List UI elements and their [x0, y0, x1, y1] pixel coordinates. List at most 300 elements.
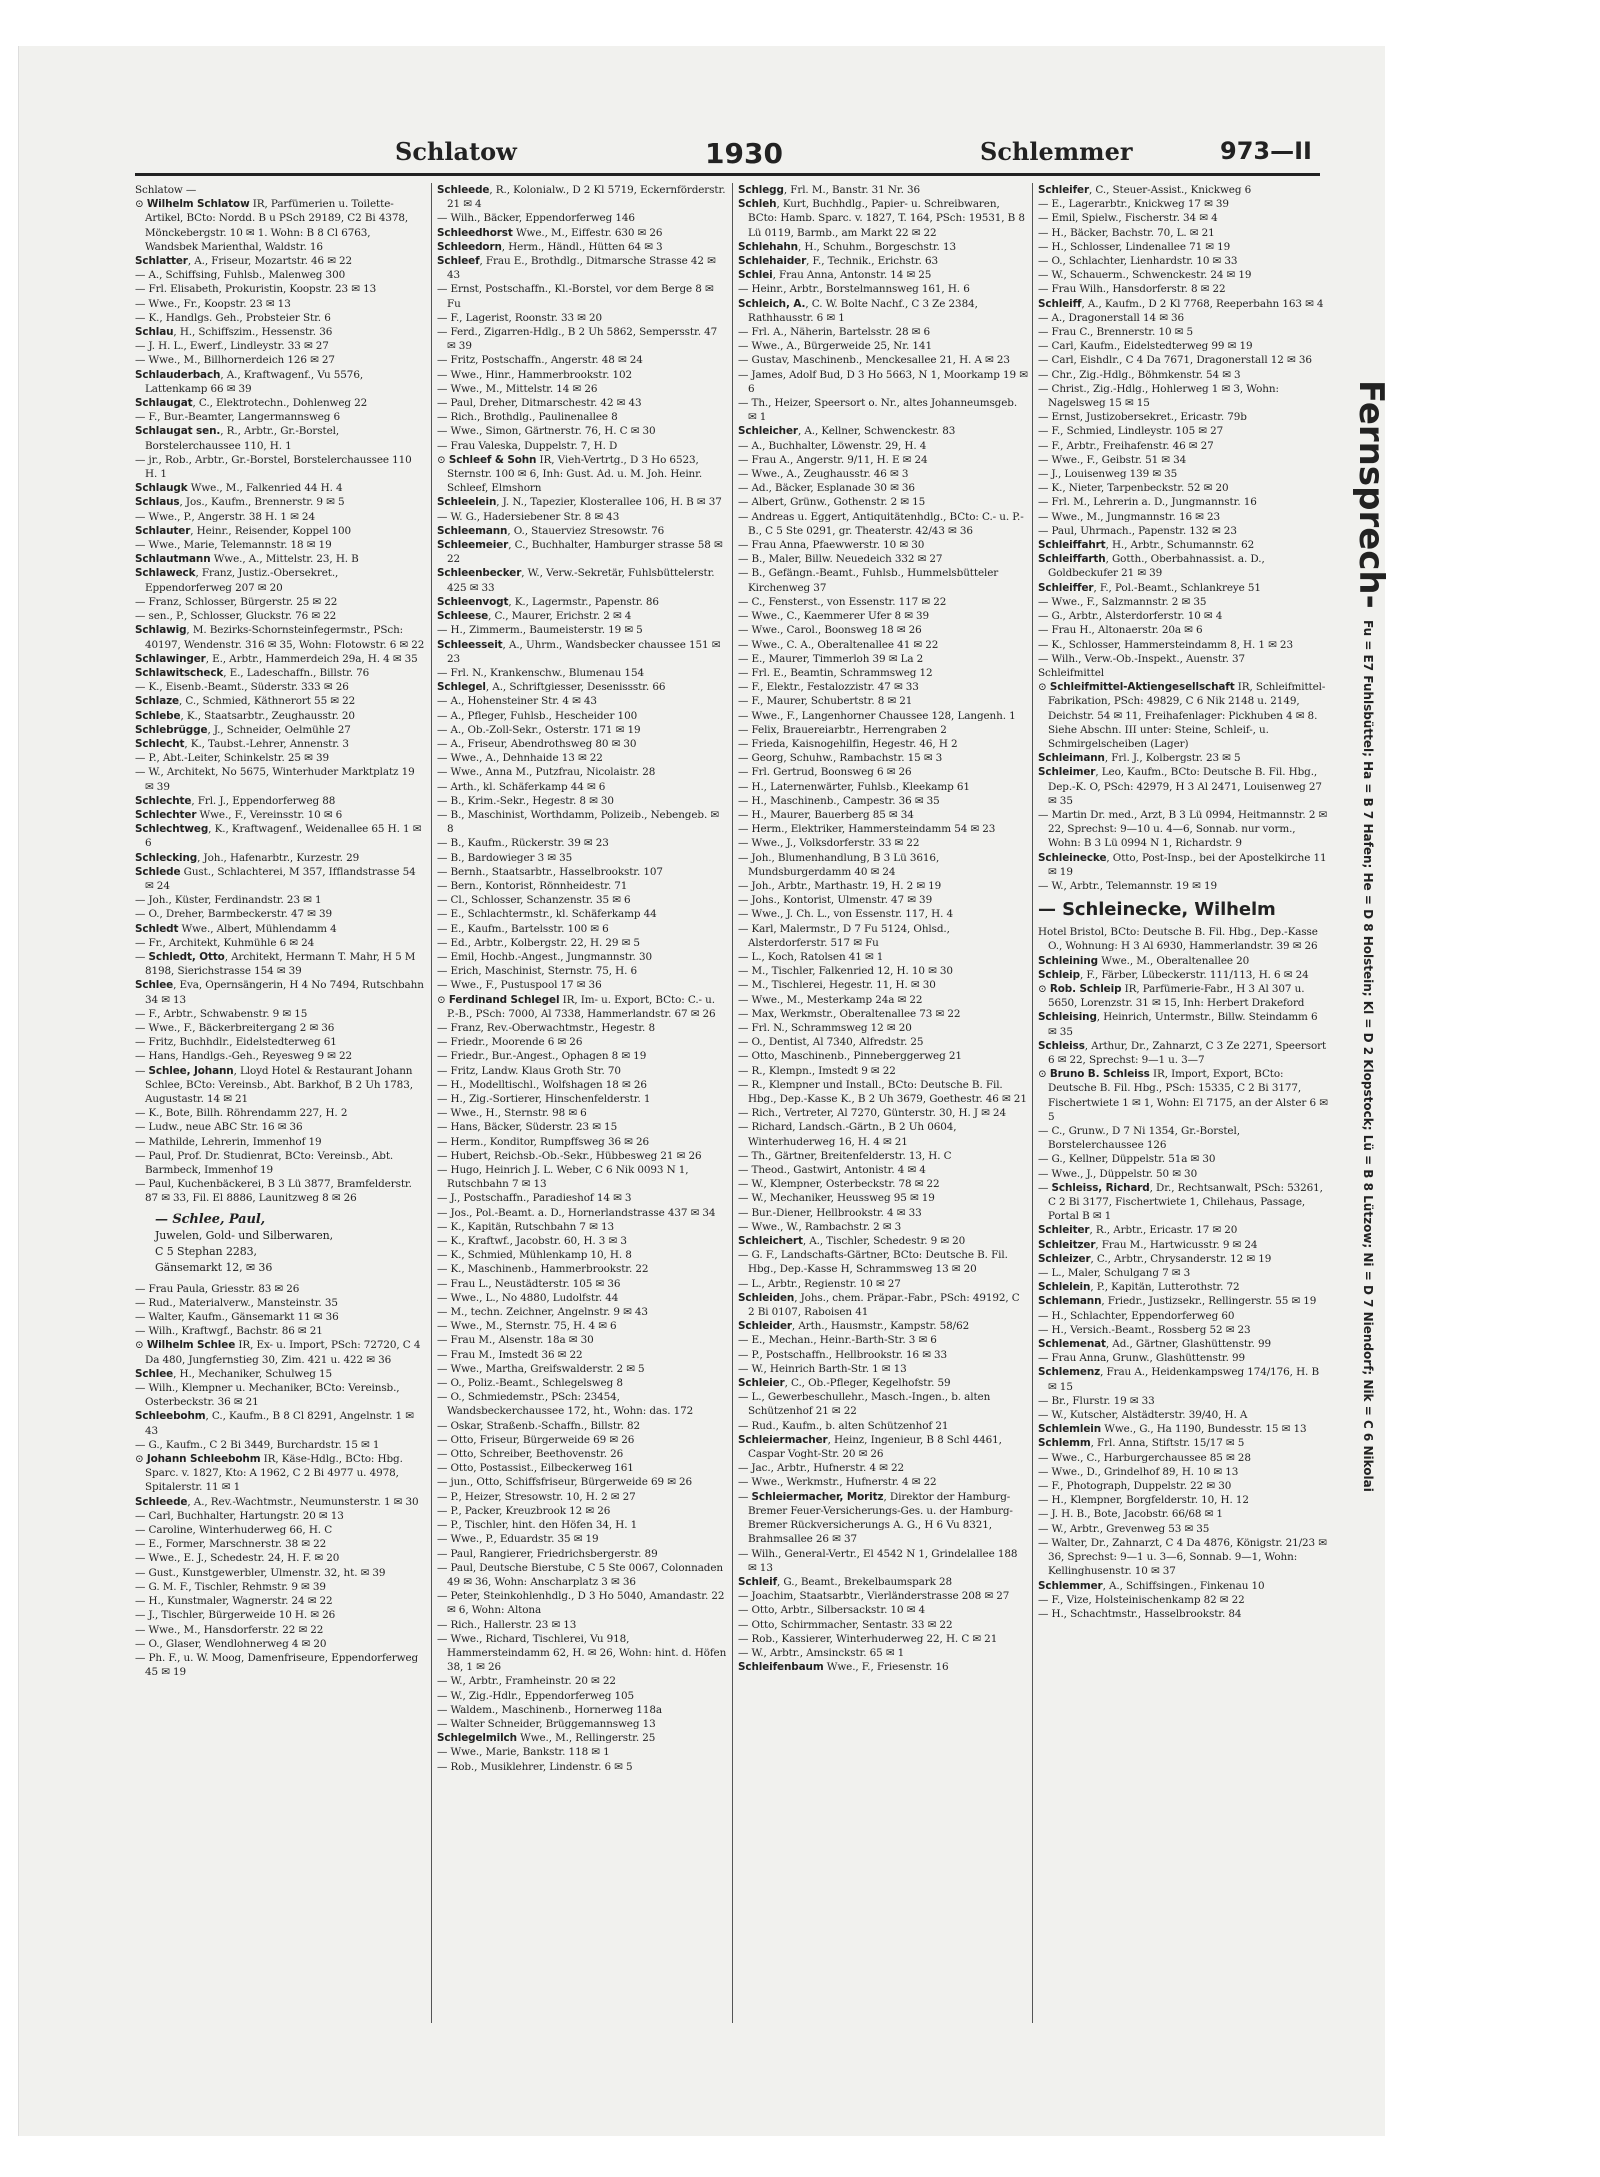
header-left-keyword: Schlatow: [395, 137, 517, 166]
directory-entry: Schleemann, O., Stauerviez Stresowstr. 76: [437, 524, 665, 537]
directory-entry: Schlawig, M. Bezirks-Schornsteinfegermstr., PSch: 40197, Wendenstr. 316 ✉ 35, Wohn: Flotowstr. 6 ✉ 22: [135, 624, 425, 651]
directory-entry: — H., Schachtmstr., Hasselbrookstr. 84: [1038, 1607, 1242, 1620]
directory-entry: — E., Schlachtermstr., kl. Schäferkamp 44: [437, 908, 657, 921]
directory-entry: — Wwe., F., Pustuspool 17 ✉ 36: [437, 979, 602, 992]
directory-entry: — Frau M., Alsenstr. 18a ✉ 30: [437, 1334, 594, 1347]
directory-entry: — Gustav, Maschinenb., Menckesallee 21, H. A ✉ 23: [738, 354, 1010, 367]
directory-entry: — Ernst, Postschaffn., Kl.-Borstel, vor dem Berge 8 ✉ Fu: [437, 283, 714, 310]
directory-entry: — W., Schauerm., Schwenckestr. 24 ✉ 19: [1038, 269, 1252, 282]
directory-entry: Schleh, Kurt, Buchhdlg., Papier- u. Schreibwaren, BCto: Hamb. Sparc. v. 1827, T. 164, PSch: 19531, B 8 Lü 0119, Barmb., am Markt 22 ✉ 22: [738, 198, 1025, 239]
directory-entry: — F., Vize, Holsteinischenkamp 82 ✉ 22: [1038, 1593, 1245, 1606]
directory-entry: — W., Klempner, Osterbeckstr. 78 ✉ 22: [738, 1178, 940, 1191]
directory-entry: — Paul, Kuchenbäckerei, B 3 Lü 3877, Bramfelderstr. 87 ✉ 33, Fil. El 8886, Launitzweg 8 ✉ 26: [135, 1178, 412, 1205]
directory-entry: — Frieda, Kaisnogehilfin, Hegestr. 46, H 2: [738, 737, 958, 750]
directory-entry: — Paul, Rangierer, Friedrichsbergerstr. 89: [437, 1547, 658, 1560]
directory-entry: Schlecking, Joh., Hafenarbtr., Kurzestr. 29: [135, 851, 360, 864]
directory-entry: — O., Poliz.-Beamt., Schlegelsweg 8: [437, 1377, 623, 1390]
directory-entry: — Carl, Kaufm., Eidelstedterweg 99 ✉ 19: [1038, 340, 1253, 353]
directory-entry: — Wwe., C. A., Oberaltenallee 41 ✉ 22: [738, 638, 939, 651]
directory-entry: — Fritz, Postschaffn., Angerstr. 48 ✉ 24: [437, 354, 643, 367]
directory-entry: — Ph. F., u. W. Moog, Damenfriseure, Eppendorferweg 45 ✉ 19: [135, 1651, 419, 1679]
directory-entry: — L., Gewerbeschullehr., Masch.-Ingen., b. alten Schützenhof 21 ✉ 22: [738, 1391, 991, 1418]
directory-entry: — H., Zimmerm., Baumeisterstr. 19 ✉ 5: [437, 624, 643, 637]
directory-entry: — Wwe., M., Sternstr. 75, H. 4 ✉ 6: [437, 1320, 617, 1333]
directory-entry: — Frl. N., Krankenschw., Blumenau 154: [437, 666, 644, 679]
directory-entry: Schleif, G., Beamt., Brekelbaumspark 28: [738, 1575, 953, 1588]
directory-entry: Schleip, F., Färber, Lübeckerstr. 111/113, H. 6 ✉ 24: [1038, 968, 1309, 981]
directory-entry: — Ernst, Justizobersekret., Ericastr. 79b: [1038, 411, 1247, 424]
directory-entry: — W., Architekt, No 5675, Winterhuder Marktplatz 19 ✉ 39: [135, 766, 415, 793]
directory-entry: — Georg, Schuhw., Rambachstr. 15 ✉ 3: [738, 752, 943, 765]
directory-entry: — Wwe., P., Eduardstr. 35 ✉ 19: [437, 1533, 599, 1546]
directory-entry: — Joh., Küster, Ferdinandstr. 23 ✉ 1: [135, 894, 322, 907]
directory-entry: Schlecht, K., Taubst.-Lehrer, Annenstr. 3: [135, 737, 349, 750]
directory-entry: Schleising, Heinrich, Untermstr., Billw. Steindamm 6 ✉ 35: [1038, 1011, 1318, 1038]
directory-entry: — Wwe., Richard, Tischlerei, Vu 918, Hammersteindamm 62, H. ✉ 26, Wohn: hint. d. Höfen 38, 1 ✉ 26: [437, 1632, 727, 1674]
directory-entry: — Wwe., L., No 4880, Ludolfstr. 44: [437, 1291, 619, 1304]
directory-entry: Schleimann, Frl. J., Kolbergstr. 23 ✉ 5: [1038, 752, 1241, 765]
directory-entry: — A., Friseur, Abendrothsweg 80 ✉ 30: [437, 737, 637, 750]
directory-entry: — F., Photograph, Duppelstr. 22 ✉ 30: [1038, 1480, 1232, 1493]
directory-entry: — Wwe., J., Düppelstr. 50 ✉ 30: [1038, 1167, 1198, 1180]
directory-entry: — Emil, Hochb.-Angest., Jungmannstr. 30: [437, 950, 652, 963]
header-year: 1930: [705, 137, 783, 170]
directory-entry: — H., Schlachter, Eppendorferweg 60: [1038, 1309, 1235, 1322]
entry-columns: [135, 183, 1328, 2023]
directory-entry: — Albert, Grünw., Gothenstr. 2 ✉ 15: [738, 496, 926, 509]
running-header: [135, 135, 1320, 176]
directory-entry: — Herm., Elektriker, Hammersteindamm 54 ✉ 23: [738, 823, 996, 836]
directory-entry: — F., Maurer, Schubertstr. 8 ✉ 21: [738, 695, 913, 708]
directory-entry: — F., Elektr., Festalozzistr. 47 ✉ 33: [738, 681, 919, 694]
directory-entry: Schleenbecker, W., Verw.-Sekretär, Fuhlsbüttelerstr. 425 ✉ 33: [437, 567, 715, 594]
directory-entry: — Walter, Kaufm., Gänsemarkt 11 ✉ 36: [135, 1311, 339, 1324]
directory-entry: — A., Buchhalter, Löwenstr. 29, H. 4: [738, 439, 927, 452]
directory-entry: Schlauderbach, A., Kraftwagenf., Vu 5576, Lattenkamp 66 ✉ 39: [135, 368, 364, 395]
directory-entry: Schleiter, R., Arbtr., Ericastr. 17 ✉ 20: [1038, 1224, 1238, 1237]
directory-entry: — Wwe., F., Bäckerbreitergang 2 ✉ 36: [135, 1021, 335, 1034]
directory-entry: — O., Schmiedemstr., PSch: 23454, Wandsbeckerchaussee 172, ht., Wohn: das. 172: [437, 1391, 694, 1418]
directory-entry: — L., Arbtr., Regienstr. 10 ✉ 27: [738, 1277, 901, 1290]
directory-entry: Schleifer, C., Steuer-Assist., Knickweg 6: [1038, 184, 1252, 196]
directory-entry: Schlautmann Wwe., A., Mittelstr. 23, H. B: [135, 553, 359, 566]
directory-entry: ⊙ Johann Schleebohm IR, Käse-Hdlg., BCto: Hbg. Sparc. v. 1827, Kto: A 1962, C 2 Bi 4977 u. 4978, Spitalerstr. 11 ✉ 1: [135, 1453, 403, 1494]
directory-entry: — Frau A., Angerstr. 9/11, H. E ✉ 24: [738, 453, 928, 466]
directory-entry: Schlechter Wwe., F., Vereinsstr. 10 ✉ 6: [135, 808, 343, 821]
directory-entry: ⊙ Wilhelm Schlee IR, Ex- u. Import, PSch: 72720, C 4 Da 480, Jungfernstieg 30, Zim. 421 u. 422 ✉ 36: [135, 1339, 421, 1366]
directory-entry: — Walter Schneider, Brüggemannsweg 13: [437, 1717, 656, 1730]
directory-entry: — W., Arbtr., Grevenweg 53 ✉ 35: [1038, 1522, 1210, 1535]
directory-entry: — W., Arbtr., Framheinstr. 20 ✉ 22: [437, 1675, 616, 1688]
directory-entry: — H., Versich.-Beamt., Rossberg 52 ✉ 23: [1038, 1323, 1251, 1336]
directory-entry: — R., Klempn., Imstedt 9 ✉ 22: [738, 1064, 896, 1077]
directory-entry: — Theod., Gastwirt, Antonistr. 4 ✉ 4: [738, 1164, 926, 1177]
directory-entry: — E., Maurer, Timmerloh 39 ✉ La 2: [738, 652, 924, 665]
directory-entry: Schlede Gust., Schlachterei, M 357, Ifflandstrasse 54 ✉ 24: [135, 865, 416, 892]
directory-entry: — E., Mechan., Heinr.-Barth-Str. 3 ✉ 6: [738, 1334, 937, 1347]
directory-entry: — P., Packer, Kreuzbrook 12 ✉ 26: [437, 1504, 611, 1517]
directory-entry: — Th., Gärtner, Breitenfelderstr. 13, H. C: [738, 1149, 952, 1162]
display-entry: [155, 1212, 425, 1276]
directory-entry: — W., Mechaniker, Heussweg 95 ✉ 19: [738, 1192, 935, 1205]
directory-entry: Schleinecke, Otto, Post-Insp., bei der Apostelkirche 11 ✉ 19: [1038, 851, 1327, 878]
directory-entry: Schleider, Arth., Hausmstr., Kampstr. 58/62: [738, 1320, 970, 1333]
directory-entry: — G. F., Landschafts-Gärtner, BCto: Deutsche B. Fil. Hbg., Dep.-Kasse H, Schrammsweg 13 ✉ 20: [738, 1249, 1008, 1276]
directory-entry: — Fritz, Buchhdlr., Eidelstedterweg 61: [135, 1036, 337, 1049]
directory-entry: — Arth., kl. Schäferkamp 44 ✉ 6: [437, 780, 606, 793]
directory-entry: — J., Postschaffn., Paradieshof 14 ✉ 3: [437, 1192, 632, 1205]
directory-entry: Schlegelmilch Wwe., M., Rellingerstr. 25: [437, 1732, 656, 1745]
directory-entry: — Fritz, Landw. Klaus Groth Str. 70: [437, 1064, 621, 1077]
directory-entry: Schleicher, A., Kellner, Schwenckestr. 83: [738, 425, 956, 438]
directory-entry: — Wwe., Werkmstr., Hufnerstr. 4 ✉ 22: [738, 1476, 937, 1489]
directory-entry: — K., Eisenb.-Beamt., Süderstr. 333 ✉ 26: [135, 681, 349, 694]
directory-entry: — W., Zig.-Hdlr., Eppendorferweg 105: [437, 1689, 635, 1702]
directory-entry: — H., Modelltischl., Wolfshagen 18 ✉ 26: [437, 1078, 647, 1091]
directory-entry: — Frau Wilh., Hansdorferstr. 8 ✉ 22: [1038, 283, 1226, 296]
directory-entry: — Otto, Postassist., Eilbeckerweg 161: [437, 1462, 634, 1475]
directory-entry: — P., Abt.-Leiter, Schinkelstr. 25 ✉ 39: [135, 752, 329, 765]
directory-entry: — Max, Werkmstr., Oberaltenallee 73 ✉ 22: [738, 1007, 961, 1020]
directory-entry: — F., Schmied, Lindleystr. 105 ✉ 27: [1038, 425, 1224, 438]
directory-entry: Schlebe, K., Staatsarbtr., Zeughausstr. 20: [135, 709, 355, 722]
directory-entry: — Rich., Vertreter, Al 7270, Günterstr. 30, H. J ✉ 24: [738, 1107, 1006, 1120]
directory-entry: Schleichert, A., Tischler, Schedestr. 9 ✉ 20: [738, 1235, 966, 1248]
directory-entry: — Hans, Bäcker, Süderstr. 23 ✉ 15: [437, 1121, 618, 1134]
directory-entry: Schlegel, A., Schriftgiesser, Desenissstr. 66: [437, 681, 666, 694]
directory-entry: — Jos., Pol.-Beamt. a. D., Hornerlandstrasse 437 ✉ 34: [437, 1206, 716, 1219]
directory-entry: — Wwe., A., Zeughausstr. 46 ✉ 3: [738, 468, 909, 481]
directory-entry: — jun., Otto, Schiffsfriseur, Bürgerweide 69 ✉ 26: [437, 1476, 693, 1489]
directory-entry: — Wwe., A., Dehnhaide 13 ✉ 22: [437, 752, 603, 765]
directory-entry: — O., Schlachter, Lienhardstr. 10 ✉ 33: [1038, 255, 1238, 268]
directory-entry: — Wwe., J. Ch. L., von Essenstr. 117, H. 4: [738, 908, 954, 921]
directory-entry: — Wwe., F., Geibstr. 51 ✉ 34: [1038, 453, 1187, 466]
directory-entry: — W., Arbtr., Telemannstr. 19 ✉ 19: [1038, 879, 1217, 892]
directory-entry: — K., Maschinenb., Hammerbrookstr. 22: [437, 1263, 649, 1276]
directory-entry: Schleemeier, C., Buchhalter, Hamburger strasse 58 ✉ 22: [437, 539, 723, 566]
directory-entry: — M., Tischler, Falkenried 12, H. 10 ✉ 30: [738, 965, 953, 978]
directory-entry: — Wilh., Kraftwgf., Bachstr. 86 ✉ 21: [135, 1325, 323, 1338]
directory-entry: — Wwe., Marie, Telemannstr. 18 ✉ 19: [135, 539, 332, 552]
directory-entry: — J. H. B., Bote, Jacobstr. 66/68 ✉ 1: [1038, 1508, 1223, 1521]
directory-entry: Schleedorn, Herm., Händl., Hütten 64 ✉ 3: [437, 240, 663, 253]
directory-entry: ⊙ Schleifmittel-Aktiengesellschaft IR, Schleifmittel-Fabrikation, PSch: 49829, C 6 Nik 2148 u. 2149, Deichstr. 54 ✉ 11, Freihafenlager: Pickhuben 4 ✉ 8. Siehe Abschn. III unter: Steine, Schleif-, u. Schmirgelscheiben (Lager): [1038, 681, 1326, 750]
directory-entry: Schleebohm, C., Kaufm., B 8 Cl 8291, Angelnstr. 1 ✉ 43: [135, 1410, 414, 1437]
directory-entry: — B., Kaufm., Rückerstr. 39 ✉ 23: [437, 837, 609, 850]
directory-entry: — Caroline, Winterhuderweg 66, H. C: [135, 1524, 333, 1537]
directory-entry: — Frau L., Neustädterstr. 105 ✉ 36: [437, 1277, 621, 1290]
directory-entry: — A., Pfleger, Fuhlsb., Hescheider 100: [437, 709, 638, 722]
directory-entry: — Wwe., M., Mittelstr. 14 ✉ 26: [437, 382, 598, 395]
directory-entry: — Frl. E., Beamtin, Schrammsweg 12: [738, 666, 933, 679]
directory-entry: — Frl. M., Lehrerin a. D., Jungmannstr. 16: [1038, 496, 1257, 509]
directory-entry: — Wwe., J., Volksdorferstr. 33 ✉ 22: [738, 837, 920, 850]
directory-entry: — Karl, Malermstr., D 7 Fu 5124, Ohlsd., Alsterdorferstr. 517 ✉ Fu: [738, 922, 950, 949]
column-3: [738, 183, 1028, 2023]
directory-entry: — Rich., Hallerstr. 23 ✉ 13: [437, 1618, 577, 1631]
directory-entry: — L., Koch, Ratolsen 41 ✉ 1: [738, 950, 884, 963]
directory-entry: — H., Zig.-Sortierer, Hinschenfelderstr. 1: [437, 1093, 651, 1105]
directory-entry: — Otto, Maschinenb., Pinneberggerweg 21: [738, 1050, 962, 1063]
directory-entry: Schleedhorst Wwe., M., Eiffestr. 630 ✉ 26: [437, 226, 663, 239]
directory-entry: — W., Heinrich Barth-Str. 1 ✉ 13: [738, 1362, 907, 1375]
directory-entry: — Paul, Uhrmach., Papenstr. 132 ✉ 23: [1038, 524, 1237, 537]
directory-entry: Schlee, Eva, Opernsängerin, H 4 No 7494, Rutschbahn 34 ✉ 13: [135, 979, 424, 1006]
directory-entry: — K., Kapitän, Rutschbahn 7 ✉ 13: [437, 1220, 614, 1233]
directory-entry: — Hubert, Reichsb.-Ob.-Sekr., Hübbesweg 21 ✉ 26: [437, 1149, 702, 1162]
directory-entry: Schleiffahrt, H., Arbtr., Schumannstr. 62: [1038, 539, 1255, 552]
column-rule: [732, 183, 733, 2023]
margin-tab: [1345, 320, 1391, 1540]
directory-entry: Hotel Bristol, BCto: Deutsche B. Fil. Hbg., Dep.-Kasse O., Wohnung: H 3 Al 6930, Hammerlandstr. 39 ✉ 26: [1038, 926, 1318, 953]
directory-entry: Schleiss, Arthur, Dr., Zahnarzt, C 3 Ze 2271, Speersort 6 ✉ 22, Sprechst: 9—1 u. 3—7: [1038, 1039, 1327, 1066]
directory-entry: Schleining Wwe., M., Oberaltenallee 20: [1038, 954, 1250, 967]
directory-page: [135, 135, 1328, 2025]
directory-entry: Schlaus, Jos., Kaufm., Brennerstr. 9 ✉ 5: [135, 496, 345, 509]
directory-entry: — Schlee, Johann, Lloyd Hotel & Restaurant Johann Schlee, BCto: Vereinsb., Abt. Barkhof, B 2 Uh 1783, Augustastr. 14 ✉ 21: [135, 1064, 413, 1105]
column-rule: [431, 183, 432, 2023]
directory-entry: — Rud., Materialverw., Mansteinstr. 35: [135, 1296, 338, 1309]
display-entry-name: — Schleinecke, Wilhelm: [1038, 899, 1276, 921]
directory-entry: — Rob., Kassierer, Winterhuderweg 22, H. C ✉ 21: [738, 1632, 998, 1645]
directory-entry: — Wwe., Simon, Gärtnerstr. 76, H. C ✉ 30: [437, 425, 656, 438]
directory-entry: — Br., Flurstr. 19 ✉ 33: [1038, 1394, 1155, 1407]
directory-entry: — F., Lagerist, Roonstr. 33 ✉ 20: [437, 311, 603, 324]
directory-entry: — Oskar, Straßenb.-Schaffn., Billstr. 82: [437, 1419, 641, 1432]
directory-entry: Schlawitscheck, E., Ladeschaffn., Billstr. 76: [135, 666, 370, 679]
directory-entry: — A., Schiffsing, Fuhlsb., Malenweg 300: [135, 269, 346, 282]
directory-entry: — M., Tischlerei, Hegestr. 11, H. ✉ 30: [738, 979, 936, 992]
directory-entry: — J. H. L., Ewerf., Lindleystr. 33 ✉ 27: [135, 340, 329, 353]
directory-entry: — Frau Valeska, Duppelstr. 7, H. D: [437, 439, 618, 452]
directory-entry: — B., Gefängn.-Beamt., Fuhlsb., Hummelsbütteler Kirchenweg 37: [738, 567, 999, 594]
display-entry-name: — Schlee, Paul,: [155, 1211, 266, 1227]
directory-entry: Schlehahn, H., Schuhm., Borgeschstr. 13: [738, 240, 956, 253]
directory-entry: — P., Postschaffn., Hellbrookstr. 16 ✉ 33: [738, 1348, 948, 1361]
directory-entry: Schlaweck, Franz, Justiz.-Obersekret., Eppendorferweg 207 ✉ 20: [135, 567, 339, 594]
directory-entry: — Schleiss, Richard, Dr., Rechtsanwalt, PSch: 53261, C 2 Bi 3177, Fischertwiete 1, Chilehaus, Passage, Portal B ✉ 1: [1038, 1181, 1323, 1223]
directory-entry: — Friedr., Moorende 6 ✉ 26: [437, 1036, 583, 1049]
directory-entry: Schleese, C., Maurer, Erichstr. 2 ✉ 4: [437, 610, 632, 623]
directory-entry: — jr., Rob., Arbtr., Gr.-Borstel, Borstelerchaussee 110 H. 1: [135, 453, 412, 481]
directory-entry: — Joh., Arbtr., Marthastr. 19, H. 2 ✉ 19: [738, 879, 942, 892]
directory-entry: — Wwe., Hinr., Hammerbrookstr. 102: [437, 368, 633, 381]
directory-entry: — K., Kraftwf., Jacobstr. 60, H. 3 ✉ 3: [437, 1235, 627, 1248]
directory-entry: Schleimer, Leo, Kaufm., BCto: Deutsche B. Fil. Hbg., Dep.-K. O, PSch: 42979, H 3 Al 2471, Louisenweg 27 ✉ 35: [1038, 766, 1322, 807]
directory-entry: — Peter, Steinkohlenhdlg., D 3 Ho 5040, Amandastr. 22 ✉ 6, Wohn: Altona: [437, 1590, 725, 1617]
directory-entry: Schlebrügge, J., Schneider, Oelmühle 27: [135, 723, 351, 736]
directory-entry: — Frau Paula, Griesstr. 83 ✉ 26: [135, 1282, 300, 1295]
directory-entry: — Martin Dr. med., Arzt, B 3 Lü 0994, Heitmannstr. 2 ✉ 22, Sprechst: 9—10 u. 4—6, Sonnab. nur vorm., Wohn: B 3 Lü 0994 N 1, Richardstr. 9: [1038, 808, 1328, 850]
directory-entry: — Frl. A., Näherin, Bartelsstr. 28 ✉ 6: [738, 326, 930, 339]
directory-entry: — Felix, Brauereiarbtr., Herrengraben 2: [738, 723, 947, 736]
directory-entry: — Heinr., Arbtr., Borstelmannsweg 161, H. 6: [738, 283, 970, 296]
directory-entry: — H., Schlosser, Lindenallee 71 ✉ 19: [1038, 240, 1231, 253]
column-2: [437, 183, 727, 2023]
display-entry-line: C 5 Stephan 2283,: [155, 1244, 257, 1258]
column-rule: [1032, 183, 1033, 2023]
directory-entry: Schleef, Frau E., Brothdlg., Ditmarsche Strasse 42 ✉ 43: [437, 255, 716, 282]
directory-entry: Schlatow —: [135, 184, 197, 196]
directory-entry: — G., Arbtr., Alsterdorferstr. 10 ✉ 4: [1038, 610, 1223, 623]
directory-entry: — Wwe., Fr., Koopstr. 23 ✉ 13: [135, 297, 291, 310]
directory-entry: — K., Nieter, Tarpenbeckstr. 52 ✉ 20: [1038, 482, 1229, 495]
directory-entry: — O., Glaser, Wendlohnerweg 4 ✉ 20: [135, 1637, 327, 1650]
directory-entry: Schlei, Frau Anna, Antonstr. 14 ✉ 25: [738, 269, 932, 282]
directory-entry: — Chr., Zig.-Hdlg., Böhmkenstr. 54 ✉ 3: [1038, 368, 1241, 381]
directory-entry: — H., Kunstmaler, Wagnerstr. 24 ✉ 22: [135, 1595, 333, 1608]
directory-entry: — B., Maschinist, Worthdamm, Polizeib., Nebengeb. ✉ 8: [437, 808, 719, 836]
directory-entry: — Frau M., Imstedt 36 ✉ 22: [437, 1348, 583, 1361]
directory-entry: — Hugo, Heinrich J. L. Weber, C 6 Nik 0093 N 1, Rutschbahn 7 ✉ 13: [437, 1164, 689, 1191]
directory-entry: — G., Kellner, Düppelstr. 51a ✉ 30: [1038, 1153, 1216, 1166]
directory-entry: — B., Maler, Billw. Neuedeich 332 ✉ 27: [738, 553, 943, 566]
directory-entry: — Wwe., H., Sternstr. 98 ✉ 6: [437, 1107, 587, 1120]
directory-entry: — Wwe., C., Harburgerchaussee 85 ✉ 28: [1038, 1451, 1251, 1464]
directory-entry: — H., Maurer, Bauerberg 85 ✉ 34: [738, 808, 914, 821]
directory-entry: — Rich., Brothdlg., Paulinenallee 8: [437, 411, 618, 424]
directory-entry: Schlaugk Wwe., M., Falkenried 44 H. 4: [135, 482, 343, 495]
directory-entry: — L., Maler, Schulgang 7 ✉ 3: [1038, 1267, 1191, 1280]
directory-entry: — H., Maschinenb., Campestr. 36 ✉ 35: [738, 794, 940, 807]
directory-entry: — W., Kutscher, Alstädterstr. 39/40, H. A: [1038, 1409, 1248, 1422]
directory-entry: — H., Laternenwärter, Fuhlsb., Kleekamp 61: [738, 780, 970, 793]
directory-entry: — E., Lagerarbtr., Knickweg 17 ✉ 39: [1038, 198, 1229, 211]
directory-entry: — B., Bardowieger 3 ✉ 35: [437, 851, 573, 864]
directory-entry: — Franz, Schlosser, Bürgerstr. 25 ✉ 22: [135, 595, 338, 608]
directory-entry: — Erich, Maschinist, Sternstr. 75, H. 6: [437, 965, 638, 978]
directory-entry: — Gust., Kunstgewerbler, Ulmenstr. 32, ht. ✉ 39: [135, 1566, 386, 1579]
directory-entry: Schleiffer, F., Pol.-Beamt., Schlankreye 51: [1038, 581, 1261, 594]
directory-entry: Schlauter, Heinr., Reisender, Koppel 100: [135, 524, 352, 537]
directory-entry: — Ferd., Zigarren-Hdlg., B 2 Uh 5862, Sempersstr. 47 ✉ 39: [437, 326, 718, 353]
directory-entry: ⊙ Wilhelm Schlatow IR, Parfümerien u. Toilette-Artikel, BCto: Nordd. B u PSch 29189, C2 Bi 4378, Mönckebergstr. 10 ✉ 1. Wohn: B 8 Cl 6763, Wandsbek Marienthal, Waldstr. 16: [135, 198, 409, 253]
display-entry-line: Gänsemarkt 12, ✉ 36: [155, 1260, 273, 1274]
directory-entry: — A., Ob.-Zoll-Sekr., Osterstr. 171 ✉ 19: [437, 723, 641, 736]
directory-entry: Schlawinger, E., Arbtr., Hammerdeich 29a, H. 4 ✉ 35: [135, 652, 418, 665]
directory-entry: — P., Tischler, hint. den Höfen 34, H. 1: [437, 1519, 638, 1532]
directory-entry: — J., Louisenweg 139 ✉ 35: [1038, 468, 1178, 481]
directory-entry: — G., Kaufm., C 2 Bi 3449, Burchardstr. 15 ✉ 1: [135, 1438, 380, 1451]
directory-entry: — Schledt, Otto, Architekt, Hermann T. Mahr, H 5 M 8198, Sierichstrasse 154 ✉ 39: [135, 950, 416, 978]
directory-entry: — Schleiermacher, Moritz, Direktor der Hamburg-Bremer Feuer-Versicherungs-Ges. u. der Hamburg-Bremer Rückversicherungs A. G., H 6 Vu 8321, Brahmsallee 26 ✉ 37: [738, 1490, 1013, 1546]
directory-entry: — Wwe., Marie, Bankstr. 118 ✉ 1: [437, 1746, 610, 1759]
directory-entry: — Andreas u. Eggert, Antiquitätenhdlg., BCto: C.- u. P.-B., C 5 Ste 0291, gr. Theaterstr. 42/43 ✉ 36: [738, 510, 1024, 537]
directory-entry: Schlemenz, Frau A., Heidenkampsweg 174/176, H. B ✉ 15: [1038, 1366, 1319, 1393]
directory-entry: — Wwe., F., Langenhorner Chaussee 128, Langenh. 1: [738, 709, 1016, 722]
directory-entry: — Richard, Landsch.-Gärtn., B 2 Uh 0604, Winterhuderweg 16, H. 4 ✉ 21: [738, 1121, 957, 1148]
page-number: 973—II: [1220, 137, 1312, 165]
directory-entry: — M., techn. Zeichner, Angelnstr. 9 ✉ 43: [437, 1306, 648, 1319]
directory-entry: — F., Arbtr., Schwabenstr. 9 ✉ 15: [135, 1007, 308, 1020]
directory-entry: — Wwe., F., Salzmannstr. 2 ✉ 35: [1038, 595, 1207, 608]
directory-entry: — Th., Heizer, Speersort o. Nr., altes Johanneumsgeb. ✉ 1: [738, 397, 1018, 424]
directory-entry: — Frl. Gertrud, Boonsweg 6 ✉ 26: [738, 766, 912, 779]
directory-entry: — Wwe., D., Grindelhof 89, H. 10 ✉ 13: [1038, 1465, 1239, 1478]
directory-entry: — Franz, Rev.-Oberwachtmstr., Hegestr. 8: [437, 1021, 655, 1034]
directory-entry: Schlaugat, C., Elektrotechn., Dohlenweg 22: [135, 397, 368, 410]
directory-entry: — Frau C., Brennerstr. 10 ✉ 5: [1038, 326, 1193, 339]
directory-entry: Schleizer, C., Arbtr., Chrysanderstr. 12 ✉ 19: [1038, 1252, 1272, 1265]
directory-entry: — Carl, Buchhalter, Hartungstr. 20 ✉ 13: [135, 1509, 344, 1522]
directory-entry: — F., Arbtr., Freihafenstr. 46 ✉ 27: [1038, 439, 1214, 452]
directory-entry: — W. G., Hadersiebener Str. 8 ✉ 43: [437, 510, 620, 523]
directory-entry: — O., Dentist, Al 7340, Alfredstr. 25: [738, 1036, 924, 1049]
directory-entry: — W., Arbtr., Amsinckstr. 65 ✉ 1: [738, 1646, 905, 1659]
directory-entry: ⊙ Ferdinand Schlegel IR, Im- u. Export, BCto: C.- u. P.-B., PSch: 7000, Al 7338, Hammerlandstr. 67 ✉ 26: [437, 993, 716, 1020]
directory-entry: — Paul, Dreher, Ditmarschestr. 42 ✉ 43: [437, 397, 642, 410]
directory-entry: — P., Heizer, Stresowstr. 10, H. 2 ✉ 27: [437, 1490, 636, 1503]
directory-entry: Schlatter, A., Friseur, Mozartstr. 46 ✉ 22: [135, 255, 353, 268]
directory-entry: — Cl., Schlosser, Schanzenstr. 35 ✉ 6: [437, 894, 631, 907]
directory-entry: — Otto, Schirmmacher, Sentastr. 33 ✉ 22: [738, 1618, 953, 1631]
directory-entry: Schleier, C., Ob.-Pfleger, Kegelhofstr. 59: [738, 1377, 951, 1390]
directory-entry: — Wwe., Martha, Greifswalderstr. 2 ✉ 5: [437, 1362, 645, 1375]
directory-entry: — Fr., Architekt, Kuhmühle 6 ✉ 24: [135, 936, 315, 949]
directory-entry: — Joh., Blumenhandlung, B 3 Lü 3616, Mundsburgerdamm 40 ✉ 24: [738, 851, 940, 878]
directory-entry: — Bern., Kontorist, Rönnheidestr. 71: [437, 879, 628, 892]
directory-entry: Schlee, H., Mechaniker, Schulweg 15: [135, 1367, 333, 1380]
directory-entry: — Wwe., Anna M., Putzfrau, Nicolaistr. 28: [437, 766, 656, 779]
directory-entry: — Christ., Zig.-Hdlg., Hohlerweg 1 ✉ 3, Wohn: Nagelsweg 15 ✉ 15: [1038, 382, 1279, 410]
directory-entry: Schledt Wwe., Albert, Mühlendamm 4: [135, 922, 337, 935]
directory-entry: Schleelein, J. N., Tapezier, Klosterallee 106, H. B ✉ 37: [437, 496, 722, 509]
directory-entry: — Frau Anna, Pfaewwerstr. 10 ✉ 30: [738, 539, 925, 552]
directory-entry: — K., Handlgs. Geh., Probsteier Str. 6: [135, 311, 331, 324]
directory-entry: Schlelein, P., Kapitän, Lutterothstr. 72: [1038, 1281, 1240, 1294]
directory-entry: Schlegg, Frl. M., Banstr. 31 Nr. 36: [738, 184, 921, 196]
directory-entry: — Wilh., Bäcker, Eppendorferweg 146: [437, 212, 635, 225]
directory-entry: Schleiffarth, Gotth., Oberbahnassist. a. D., Goldbeckufer 21 ✉ 39: [1038, 553, 1265, 580]
directory-entry: — Joachim, Staatsarbtr., Vierländerstrasse 208 ✉ 27: [738, 1590, 1010, 1603]
directory-entry: — C., Grunw., D 7 Ni 1354, Gr.-Borstel, Borstelerchaussee 126: [1038, 1125, 1240, 1152]
directory-entry: — Otto, Friseur, Bürgerweide 69 ✉ 26: [437, 1433, 635, 1446]
directory-entry: — Ludw., neue ABC Str. 16 ✉ 36: [135, 1121, 303, 1134]
directory-entry: — sen., P., Schlosser, Gluckstr. 76 ✉ 22: [135, 610, 337, 623]
directory-entry: — H., Bäcker, Bachstr. 70, L. ✉ 21: [1038, 226, 1215, 239]
directory-entry: — Wwe., P., Angerstr. 38 H. 1 ✉ 24: [135, 510, 315, 523]
directory-entry: — James, Adolf Bud, D 3 Ho 5663, N 1, Moorkamp 19 ✉ 6: [738, 368, 1028, 395]
directory-entry: Schlau, H., Schiffszim., Hessenstr. 36: [135, 326, 333, 339]
directory-entry: — Wilh., General-Vertr., El 4542 N 1, Grindelallee 188 ✉ 13: [738, 1547, 1018, 1574]
directory-entry: Schleich, A., C. W. Bolte Nachf., C 3 Ze 2384, Rathhausstr. 6 ✉ 1: [738, 297, 978, 324]
directory-entry: — E., Former, Marschnerstr. 38 ✉ 22: [135, 1538, 327, 1551]
directory-entry: — Frl. Elisabeth, Prokuristin, Koopstr. 23 ✉ 13: [135, 283, 377, 296]
directory-entry: Schleesseit, A., Uhrm., Wandsbecker chaussee 151 ✉ 23: [437, 638, 721, 665]
directory-entry: — Walter, Dr., Zahnarzt, C 4 Da 4876, Königstr. 21/23 ✉ 36, Sprechst: 9—1 u. 3—6, Sonnab. 9—1, Wohn: Kellinghusenstr. 10 ✉ 37: [1038, 1536, 1327, 1578]
directory-entry: — K., Schmied, Mühlenkamp 10, H. 8: [437, 1249, 632, 1262]
directory-entry: ⊙ Rob. Schleip IR, Parfümerie-Fabr., H 3 Al 307 u. 5650, Lorenzstr. 31 ✉ 15, Inh: Herbert Drakeford: [1038, 982, 1305, 1010]
directory-entry: — Rud., Kaufm., b. alten Schützenhof 21: [738, 1419, 949, 1432]
directory-entry: — Waldem., Maschinenb., Hornerweg 118a: [437, 1703, 662, 1716]
directory-entry: — Carl, Eishdlr., C 4 Da 7671, Dragonerstall 12 ✉ 36: [1038, 354, 1312, 367]
directory-entry: Schleiermacher, Heinz, Ingenieur, B 8 Schl 4461, Caspar Voght-Str. 20 ✉ 26: [738, 1433, 1002, 1461]
directory-entry: — Ad., Bäcker, Esplanade 30 ✉ 36: [738, 482, 915, 495]
directory-entry: — Frau Anna, Grunw., Glashüttenstr. 99: [1038, 1352, 1246, 1365]
directory-entry: Schlemann, Friedr., Justizsekr., Rellingerstr. 55 ✉ 19: [1038, 1295, 1317, 1308]
directory-entry: Schleitzer, Frau M., Hartwicusstr. 9 ✉ 24: [1038, 1238, 1258, 1251]
directory-entry: — Wwe., A., Bürgerweide 25, Nr. 141: [738, 340, 932, 353]
directory-entry: — Frau H., Altonaerstr. 20a ✉ 6: [1038, 624, 1203, 637]
directory-entry: — Wwe., W., Rambachstr. 2 ✉ 3: [738, 1220, 902, 1233]
directory-entry: — Paul, Deutsche Bierstube, C 5 Ste 0067, Colonnaden 49 ✉ 36, Wohn: Anscharplatz 3 ✉ 36: [437, 1561, 723, 1588]
directory-entry: Schleiden, Johs., chem. Präpar.-Fabr., PSch: 49192, C 2 Bi 0107, Raboisen 41: [738, 1291, 1020, 1319]
directory-entry: Schlemenat, Ad., Gärtner, Glashüttenstr. 99: [1038, 1338, 1272, 1351]
directory-entry: Schlehaider, F., Technik., Erichstr. 63: [738, 255, 938, 268]
directory-entry: Schleenvogt, K., Lagermstr., Papenstr. 86: [437, 595, 659, 608]
directory-entry: — H., Klempner, Borgfelderstr. 10, H. 12: [1038, 1494, 1249, 1507]
